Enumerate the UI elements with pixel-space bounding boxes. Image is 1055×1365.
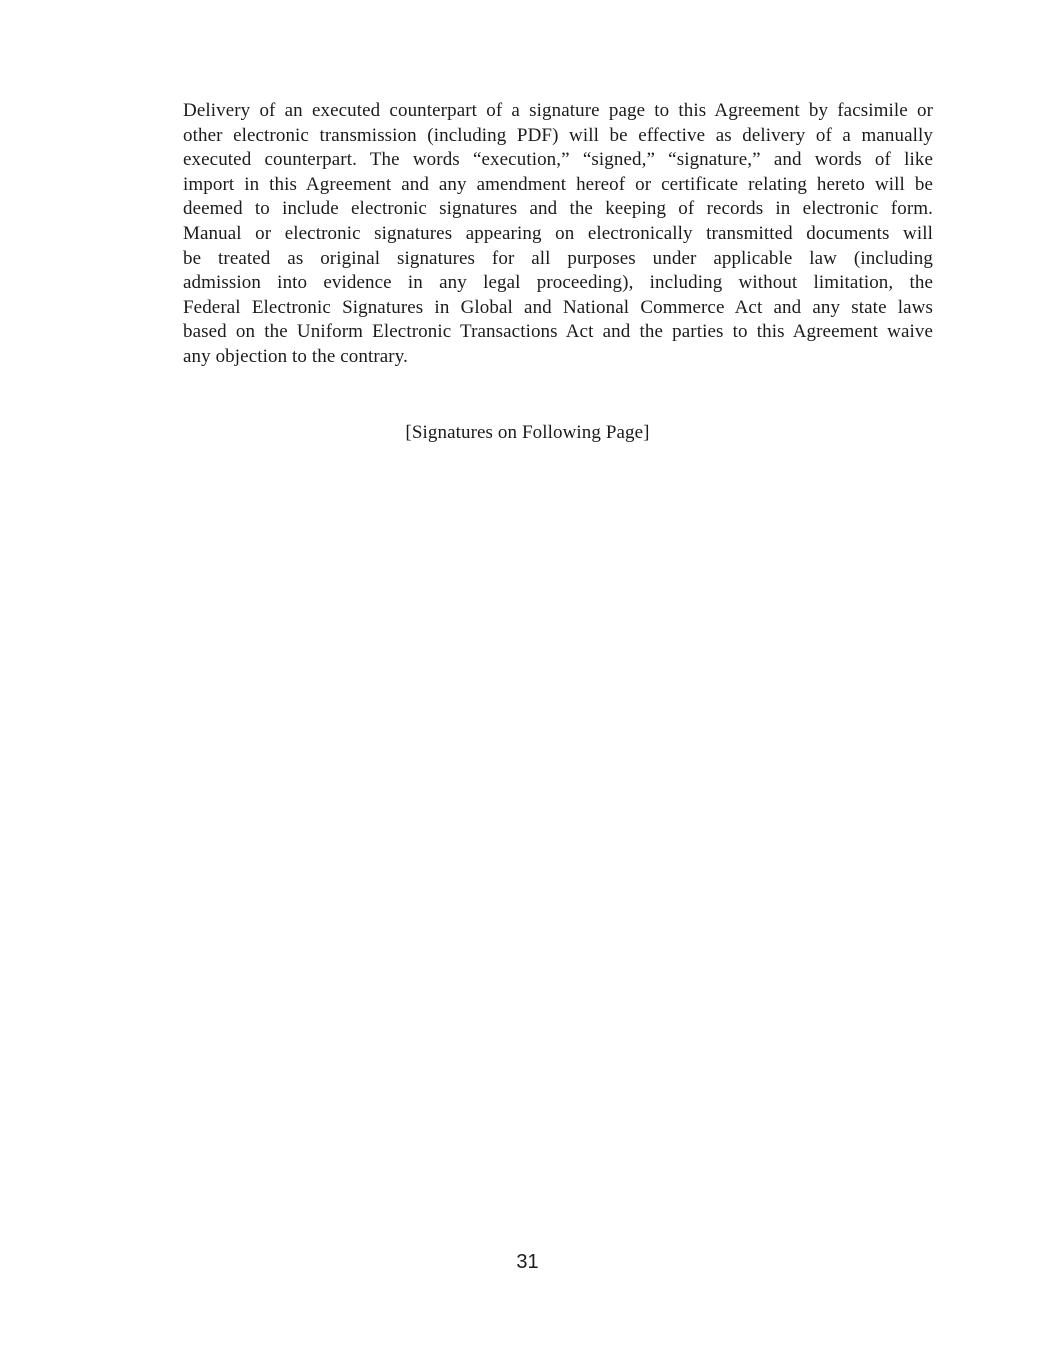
paragraph-line: based on the Uniform Electronic Transactions Act and the parties to this Agreement waive [183,321,933,343]
paragraph-line: admission into evidence in any legal proceeding), including without limitation, the [183,272,933,294]
paragraph-line: Federal Electronic Signatures in Global and National Commerce Act and any state laws [183,296,933,318]
paragraph-line: any objection to the contrary. [183,345,408,367]
signatures-placeholder-text: [Signatures on Following Page] [405,422,650,443]
paragraph-line: Manual or electronic signatures appearing on electronically transmitted documents will [183,222,933,244]
paragraph-line: be treated as original signatures for all purposes under applicable law (including [183,247,933,269]
paragraph-line: deemed to include electronic signatures and the keeping of records in electronic form. [183,198,933,220]
paragraph-line: executed counterpart. The words “execution,” “signed,” “signature,” and words of like [183,149,933,171]
paragraph-line: other electronic transmission (including PDF) will be effective as delivery of a manually [183,124,933,146]
paragraph-line: import in this Agreement and any amendment hereof or certificate relating hereto will be [183,173,933,195]
body-paragraph [183,99,933,370]
page-number: 31 [516,1251,539,1273]
paragraph-line: Delivery of an executed counterpart of a signature page to this Agreement by facsimile or [183,100,933,121]
